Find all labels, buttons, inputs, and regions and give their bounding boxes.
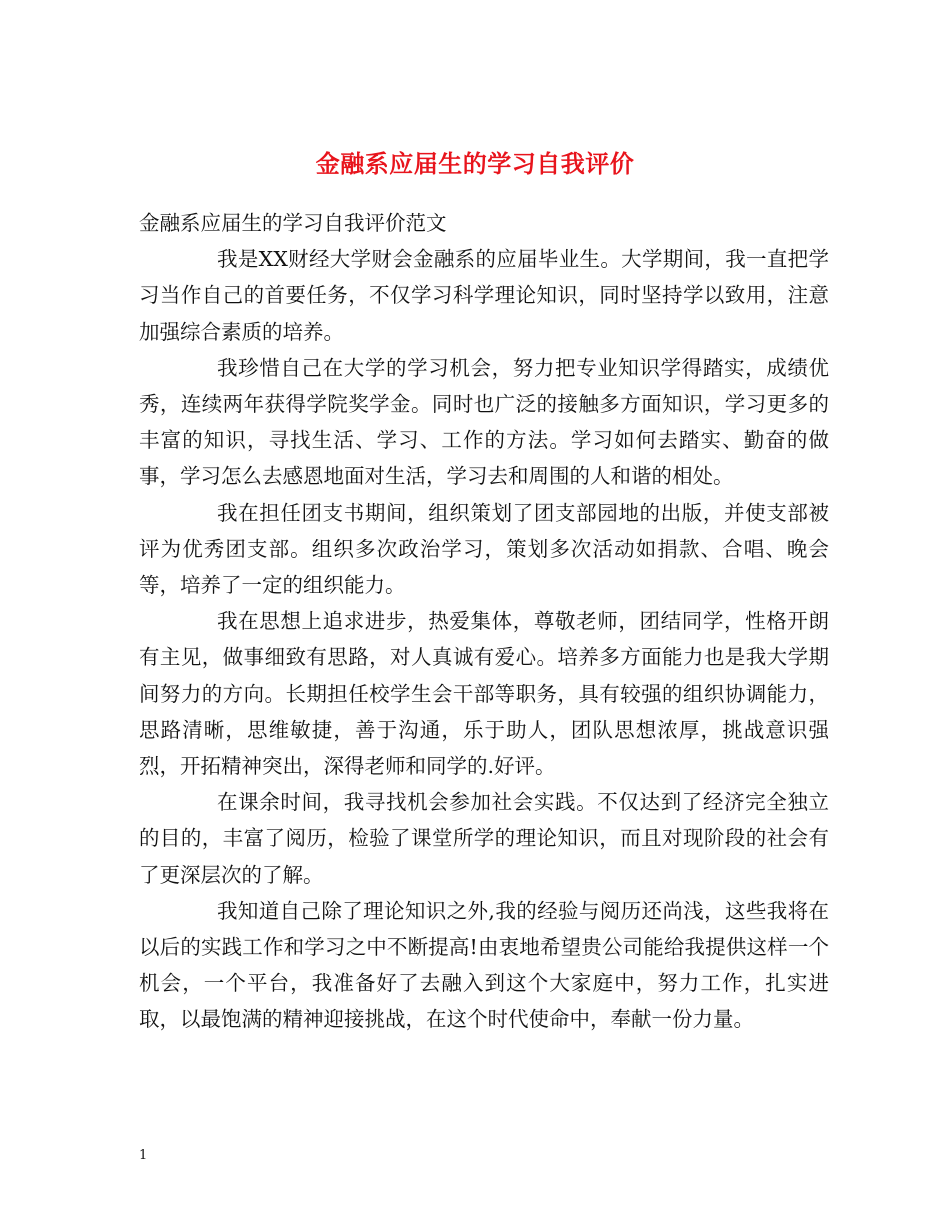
page-number: 1 [139,1148,148,1163]
document-subtitle: 金融系应届生的学习自我评价范文 [139,211,447,235]
paragraph-6: 我知道自己除了理论知识之外,我的经验与阅历还尚浅，这些我将在以后的实践工作和学习之中不断提高!由衷地希望贵公司能给我提供这样一个机会，一个平台，我准备好了去融入到这个大家庭中，努力工作，扎实进取，以最饱满的精神迎接挑战，在这个时代使命中，奉献一份力量。 [139,898,829,1032]
paragraph-2: 我珍惜自己在大学的学习机会，努力把专业知识学得踏实，成绩优秀，连续两年获得学院奖学金。同时也广泛的接触多方面知识，学习更多的丰富的知识，寻找生活、学习、工作的方法。学习如何去踏实、勤奋的做事，学习怎么去感恩地面对生活，学习去和周围的人和谐的相处。 [139,355,829,489]
document-title: 金融系应届生的学习自我评价 [315,150,635,179]
paragraph-5: 在课余时间，我寻找机会参加社会实践。不仅达到了经济完全独立的目的，丰富了阅历，检验了课堂所学的理论知识，而且对现阶段的社会有了更深层次的了解。 [139,790,829,887]
document-body [139,205,829,1038]
paragraph-1: 我是XX财经大学财会金融系的应届毕业生。大学期间，我一直把学习当作自己的首要任务，不仅学习科学理论知识，同时坚持学以致用，注意加强综合素质的培养。 [139,247,829,344]
paragraph-3: 我在担任团支书期间，组织策划了团支部园地的出版，并使支部被评为优秀团支部。组织多次政治学习，策划多次活动如捐款、合唱、晚会等，培养了一定的组织能力。 [139,500,829,598]
paragraph-4: 我在思想上追求进步，热爱集体，尊敬老师，团结同学，性格开朗有主见，做事细致有思路，对人真诚有爱心。培养多方面能力也是我大学期间努力的方向。长期担任校学生会干部等职务，具有较强的组织协调能力，思路清晰，思维敏捷，善于沟通，乐于助人，团队思想浓厚，挑战意识强烈，开拓精神突出，深得老师和同学的.好评。 [139,609,829,779]
